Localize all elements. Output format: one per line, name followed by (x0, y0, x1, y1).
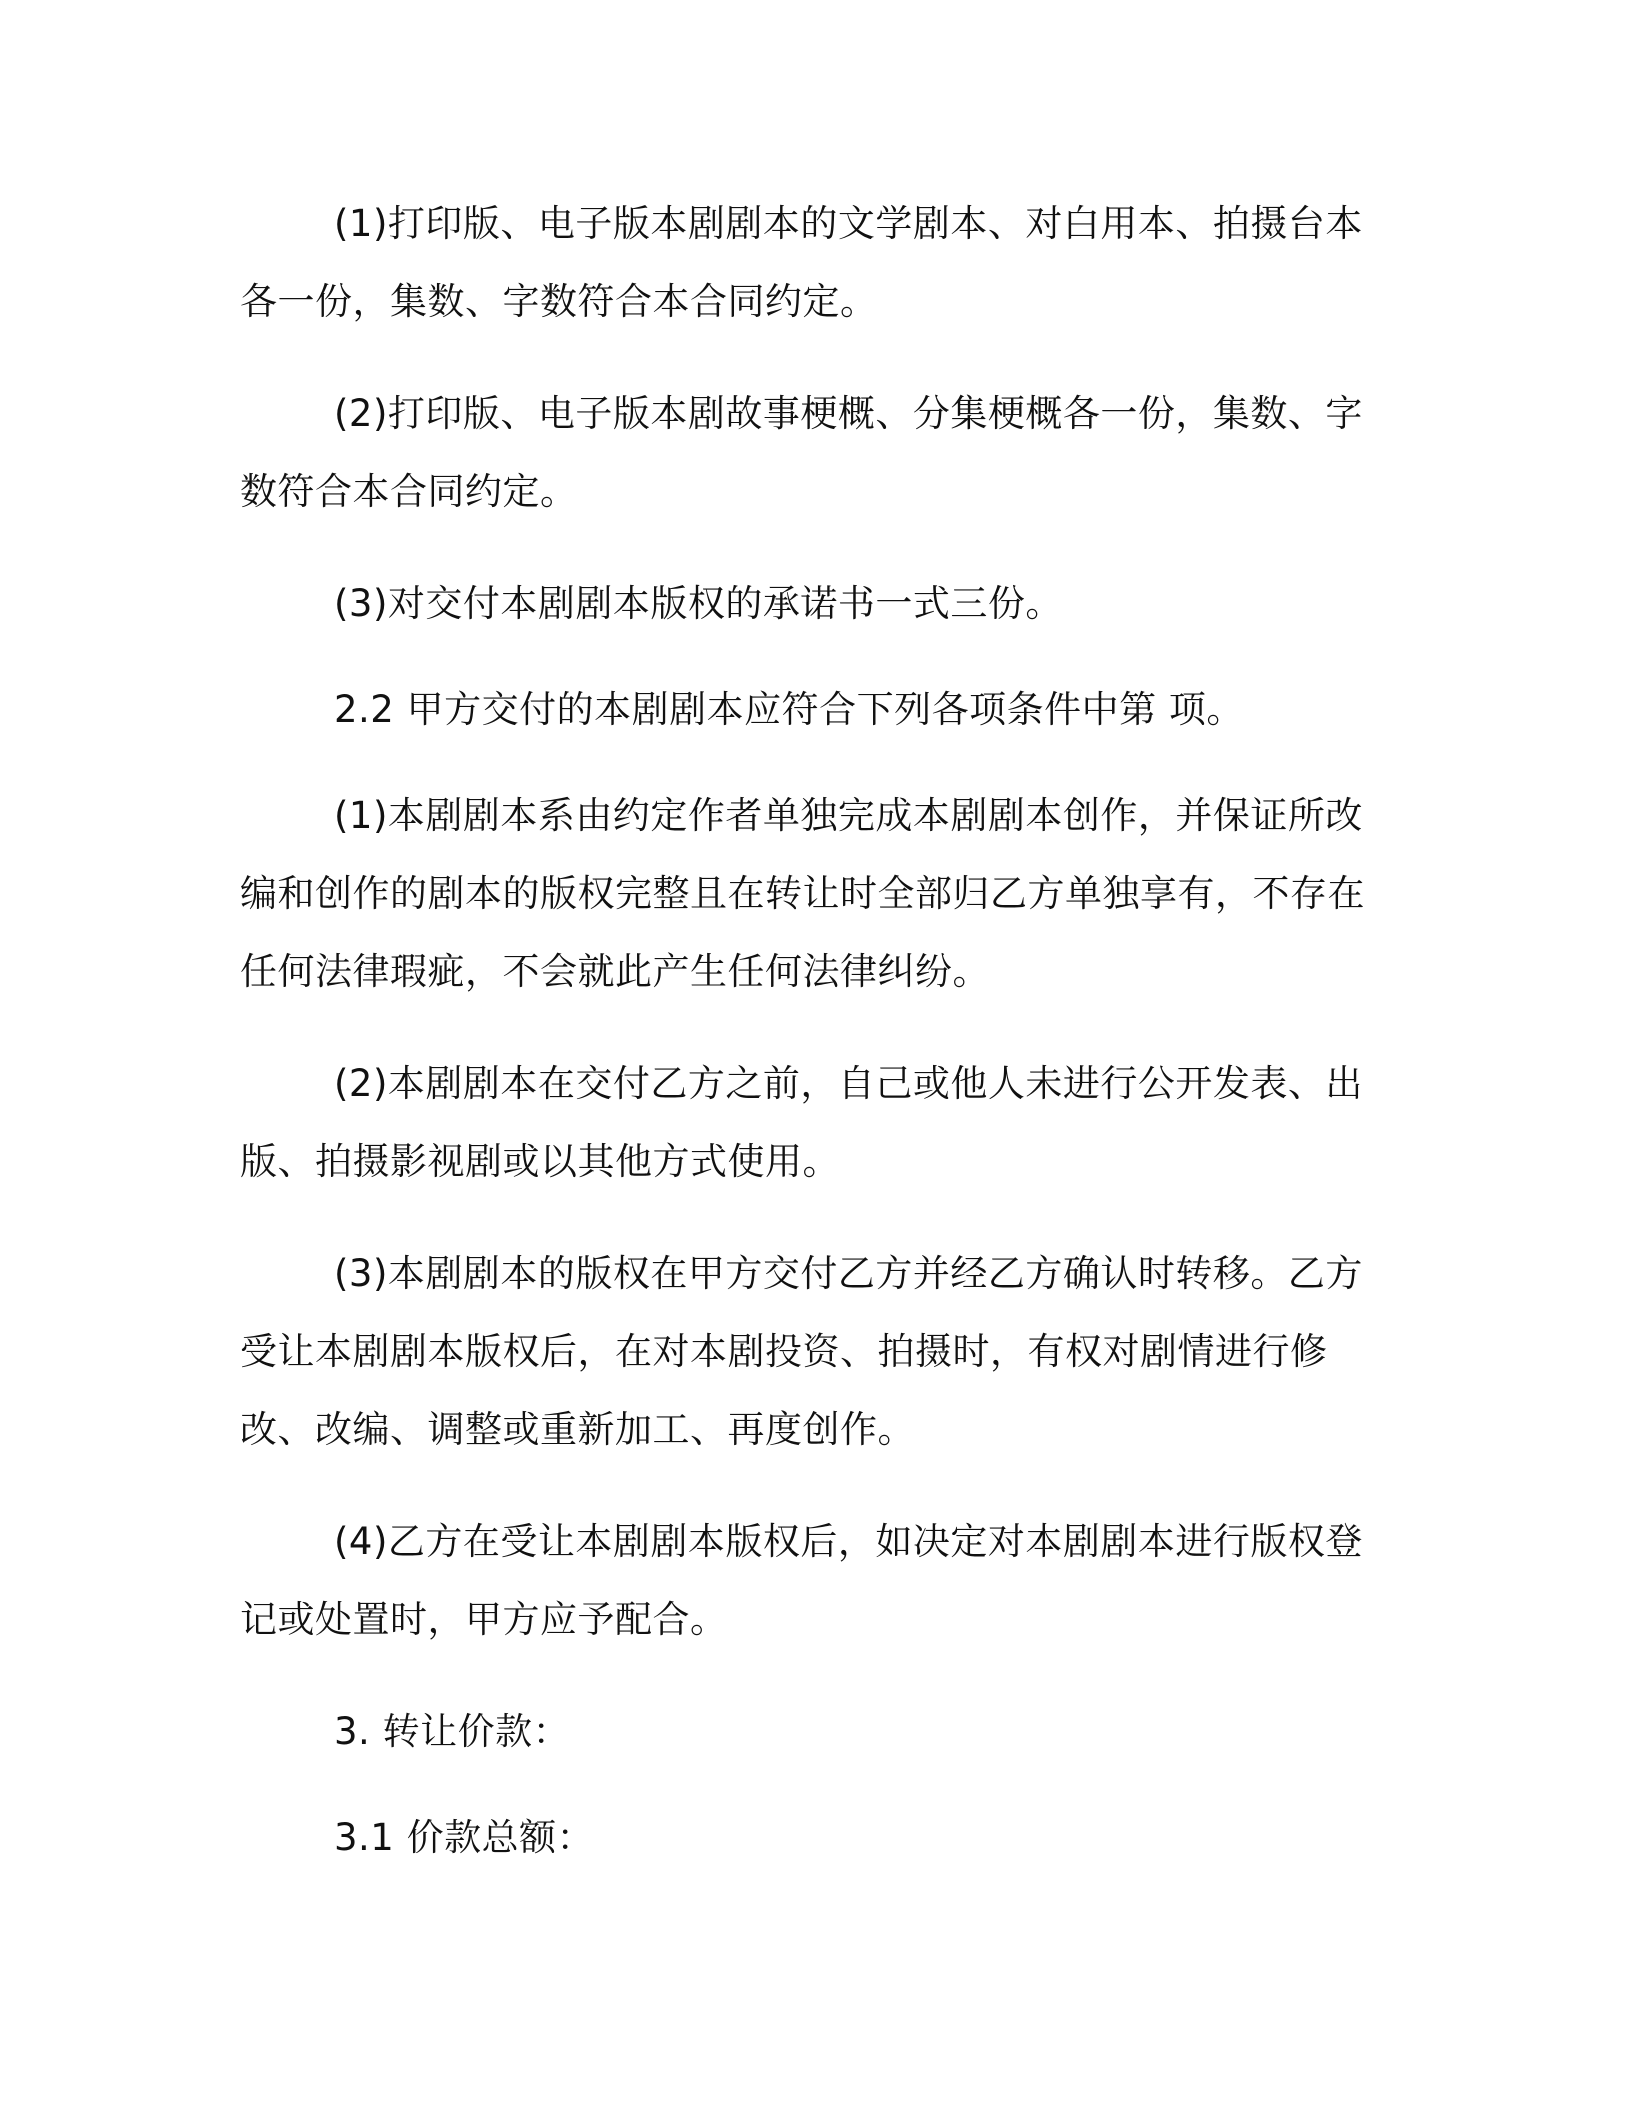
section-3-1-heading: 3.1 价款总额： (334, 1816, 595, 1859)
document-body (240, 185, 1365, 1905)
paragraph-condition-4: (4)乙方在受让本剧剧本版权后，如决定对本剧剧本进行版权登记或处置时，甲方应予配合。 (240, 1520, 1363, 1641)
paragraph-item-1: (1)打印版、电子版本剧剧本的文学剧本、对白用本、拍摄台本各一份，集数、字数符合本合同约定。 (240, 202, 1363, 323)
paragraph-item-3: (3)对交付本剧剧本版权的承诺书一式三份。 (334, 582, 1063, 625)
section-3-heading: 3. 转让价款： (334, 1710, 571, 1753)
paragraph-item-2: (2)打印版、电子版本剧故事梗概、分集梗概各一份，集数、字数符合本合同约定。 (240, 392, 1363, 513)
paragraph-condition-2: (2)本剧剧本在交付乙方之前，自己或他人未进行公开发表、出版、拍摄影视剧或以其他方式使用。 (240, 1062, 1363, 1183)
section-2-2-heading: 2.2 甲方交付的本剧剧本应符合下列各项条件中第 项。 (334, 688, 1244, 731)
paragraph-condition-1: (1)本剧剧本系由约定作者单独完成本剧剧本创作，并保证所改编和创作的剧本的版权完整且在转让时全部归乙方单独享有，不存在任何法律瑕疵，不会就此产生任何法律纠纷。 (240, 794, 1365, 993)
paragraph-condition-3: (3)本剧剧本的版权在甲方交付乙方并经乙方确认时转移。乙方受让本剧剧本版权后，在对本剧投资、拍摄时，有权对剧情进行修改、改编、调整或重新加工、再度创作。 (240, 1252, 1363, 1451)
